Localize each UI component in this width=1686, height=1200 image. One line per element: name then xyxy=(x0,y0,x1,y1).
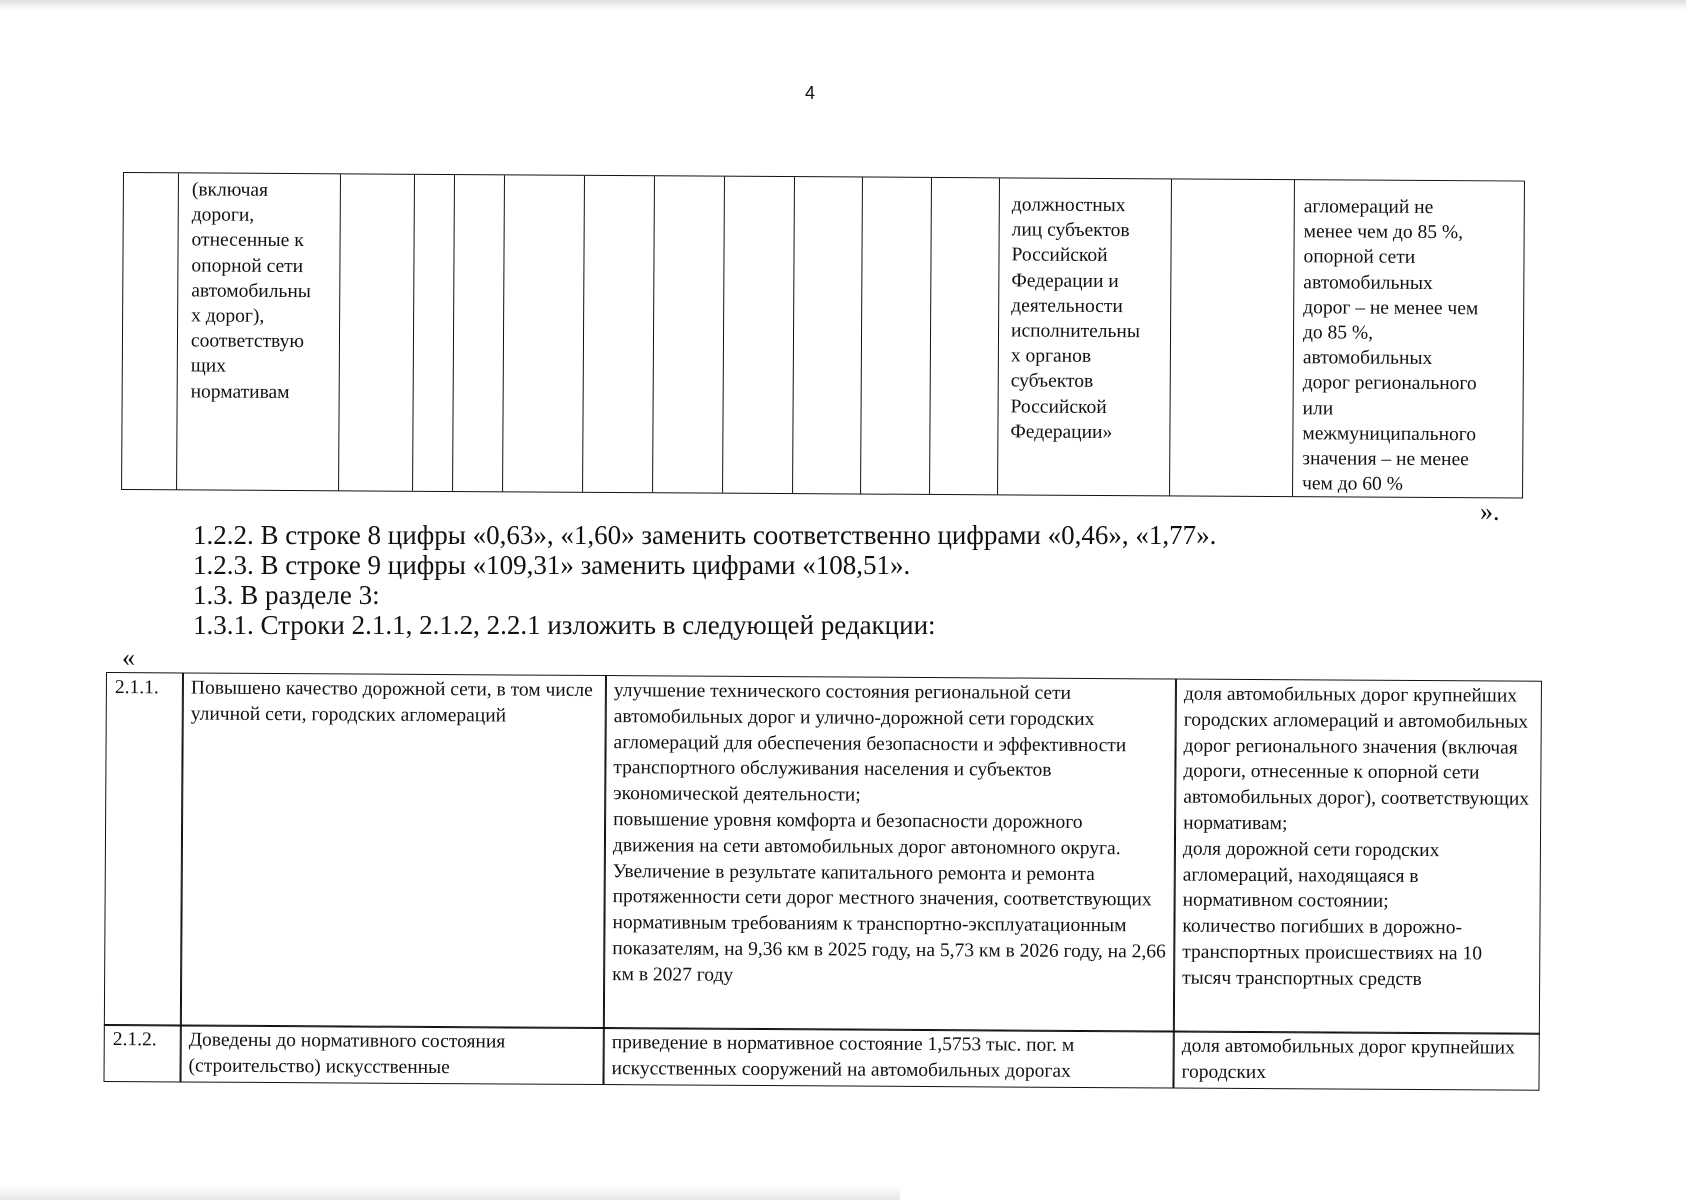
table-column-divider xyxy=(860,178,863,494)
continuation-table xyxy=(121,172,1525,499)
table-column-divider xyxy=(652,176,655,492)
paragraph-1-3-1: 1.3.1. Строки 2.1.1, 2.1.2, 2.2.1 изложить в следующей редакции: xyxy=(193,610,936,640)
table-cell-number: 2.1.1. xyxy=(104,672,184,1026)
opening-quote: « xyxy=(122,643,135,672)
table-cell-number: 2.1.2. xyxy=(103,1024,181,1082)
table-column-divider xyxy=(582,176,585,492)
table-column-divider xyxy=(176,173,179,489)
table-cell-indicator: доля автомобильных дорог крупнейших городских агломераций и автомобильных дорог регионального значения (включая дороги, отнесенные к опорной сети автомобильных дорог), соответствующих нормативам; доля дорожной сети городских агломераций, находящаяся в нормативном состоянии; количество погибших в дорожно-транспортных происшествиях на 10 тысяч транспортных средств xyxy=(1173,679,1542,1035)
table-cell-result: Доведены до нормативного состояния (строительство) искусственные xyxy=(179,1024,604,1085)
cell-responsible-continued: должностных лиц субъектов Российской Федерации и деятельности исполнительны х органов субъектов Российской Федерации» xyxy=(1010,194,1141,443)
scan-edge-bottom xyxy=(0,1186,900,1200)
page-number: 4 xyxy=(805,83,816,103)
closing-quote: ». xyxy=(1480,497,1500,526)
table-cell-indicator: доля автомобильных дорог крупнейших городских xyxy=(1172,1031,1539,1091)
table-column-divider xyxy=(1292,180,1295,496)
paragraph-1-2-3: 1.2.3. В строке 9 цифры «109,31» заменить цифрами «108,51». xyxy=(193,550,911,580)
paragraph-1-2-2: 1.2.2. В строке 8 цифры «0,63», «1,60» заменить соответственно цифрами «0,46», «1,77». xyxy=(193,520,1217,550)
cell-target-continued: агломераций не менее чем до 85 %, опорной сети автомобильных дорог – не менее чем до 85 %, автомобильных дорог регионального или межмуниципального значения – не менее чем до 60 % xyxy=(1302,196,1479,496)
scan-edge-top xyxy=(0,0,1686,10)
table-column-divider xyxy=(792,177,795,493)
paragraph-1-3: 1.3. В разделе 3: xyxy=(193,580,380,610)
table-cell-result: Повышено качество дорожной сети, в том числе уличной сети, городских агломераций xyxy=(180,672,607,1029)
section-3-table xyxy=(103,672,1542,1101)
table-column-divider xyxy=(412,175,415,491)
table-cell-description: приведение в нормативное состояние 1,5753 тыс. пог. м искусственных сооружений на автомобильных дорогах xyxy=(602,1027,1174,1088)
cell-indicator-continued: (включая дороги, отнесенные к опорной сети автомобильны х дорог), соответствую щих нормативам xyxy=(190,179,311,403)
table-column-divider xyxy=(929,178,932,494)
table-column-divider xyxy=(1169,179,1172,495)
table-column-divider xyxy=(502,175,505,491)
table-column-divider xyxy=(338,174,341,490)
table-column-divider xyxy=(722,177,725,493)
table-column-divider xyxy=(452,175,455,491)
table-cell-description: улучшение технического состояния региональной сети автомобильных дорог и улично-дорожной сети городских агломераций для обеспечения безопасности и эффективности транспортного обслуживания населения и субъектов экономической деятельности; повышение уровня комфорта и безопасности дорожного движения на сети автомобильных дорог автономного округа. Увеличение в результате капитального ремонта и ремонта протяженности сети дорог местного значения, соответствующих нормативным требованиям к транспортно-эксплуатационным показателям, на 9,36 км в 2025 году, на 5,73 км в 2026 году, на 2,66 км в 2027 году xyxy=(603,675,1177,1032)
table-column-divider xyxy=(997,178,1000,494)
